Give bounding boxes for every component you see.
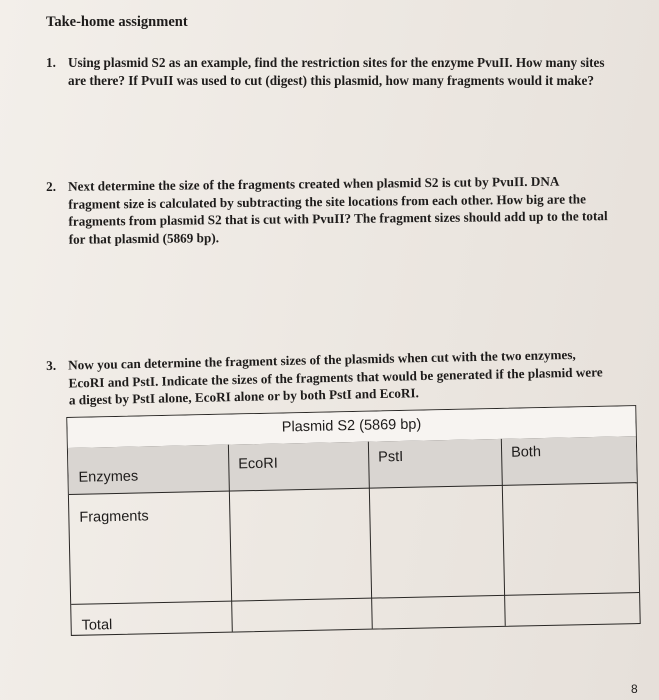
- column-header-both: Both: [510, 444, 542, 461]
- question-2: [46, 172, 612, 248]
- question-text: Using plasmid S2 as an example, find the restriction sites for the enzyme PvuII. How many sites are there? If PvuII was used to cut (digest) this plasmid, how many fragments would it make?: [68, 55, 605, 88]
- column-header-enzymes: Enzymes: [78, 468, 139, 486]
- question-number: 1.: [46, 55, 56, 70]
- question-number: 2.: [46, 178, 57, 194]
- table-grid: [66, 405, 640, 636]
- column-header-psti: PstI: [378, 448, 404, 466]
- row-label-fragments: Fragments: [79, 508, 149, 526]
- question-1: [46, 54, 611, 89]
- question-text: Next determine the size of the fragments created when plasmid S2 is cut by PvuII. DNA fragment size is calculated by subtracting the site locations from each other. How big are the fragments from plasmid S2 that is cut with PvuII? The fragment sizes should add up to the total for that plasmid (5869 bp).: [68, 173, 608, 247]
- page-title: Take-home assignment: [46, 14, 188, 30]
- column-header-ecori: EcoRI: [238, 455, 278, 473]
- question-number: 3.: [46, 357, 57, 373]
- question-text: Now you can determine the fragment sizes of the plasmids when cut with the two enzymes, EcoRI and PstI. Indicate the sizes of the fragments that would be generated if the plasmid were a digest by PstI alone, EcoRI alone or by both PstI and EcoRI.: [68, 346, 603, 408]
- row-divider: [71, 592, 639, 605]
- table-header: Plasmid S2 (5869 bp): [67, 406, 636, 449]
- fragment-table: [66, 392, 643, 636]
- page-number: 8: [631, 682, 638, 696]
- row-label-total: Total: [81, 617, 113, 634]
